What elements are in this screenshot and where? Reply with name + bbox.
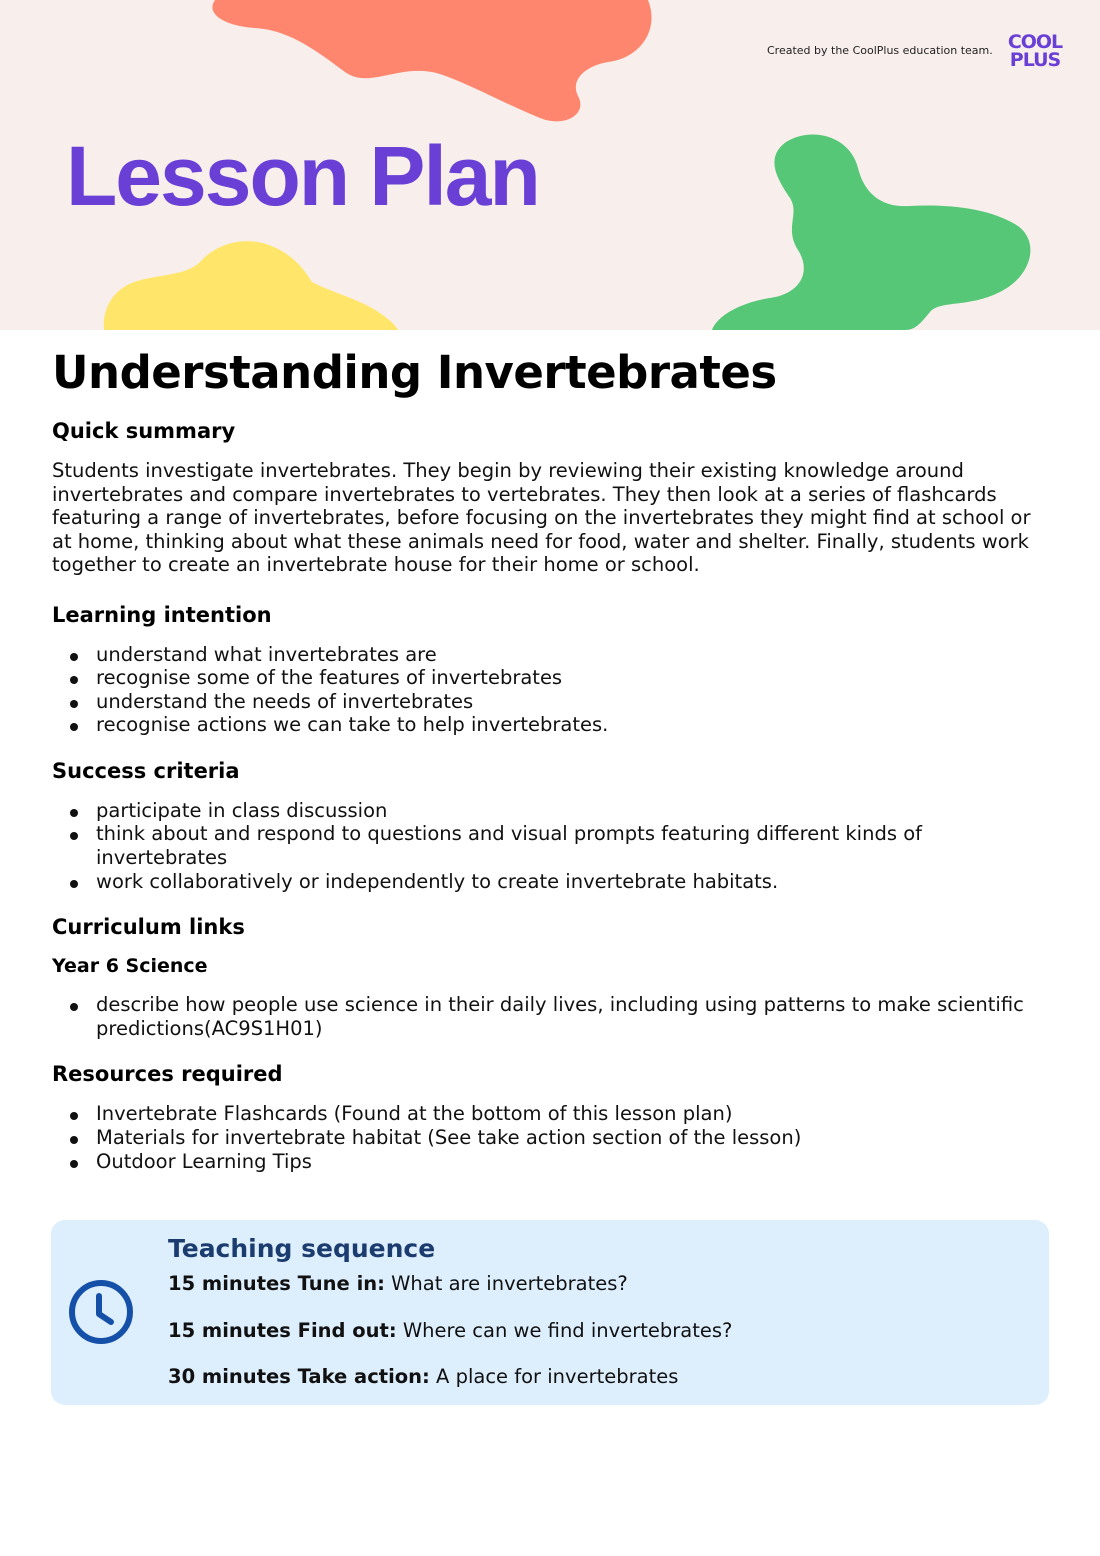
banner-title: Lesson Plan <box>66 129 539 223</box>
curriculum-subheading: Year 6 Science <box>52 955 208 978</box>
lesson-title: Understanding Invertebrates <box>52 346 777 399</box>
resources-heading: Resources required <box>52 1062 283 1087</box>
list-item: think about and respond to questions and visual prompts featuring different kinds of invertebrates <box>52 822 1052 869</box>
coolplus-logo <box>1002 33 1068 69</box>
sequence-step <box>168 1319 732 1342</box>
list-item: understand what invertebrates are <box>52 643 1052 667</box>
list-item: Materials for invertebrate habitat (See take action section of the lesson) <box>52 1126 1052 1150</box>
list-item: describe how people use science in their daily lives, including using patterns to make scientific predictions(AC9S1H01) <box>52 993 1052 1040</box>
list-item: Outdoor Learning Tips <box>52 1150 1052 1174</box>
coral-blob <box>212 0 651 121</box>
success-criteria-list <box>52 799 1052 893</box>
yellow-blob <box>104 241 398 330</box>
step-label: 15 minutes Find out: <box>168 1319 397 1342</box>
success-criteria-heading: Success criteria <box>52 758 240 783</box>
step-text: Where can we find invertebrates? <box>396 1319 733 1342</box>
green-blob <box>712 134 1030 330</box>
quick-summary-text: Students investigate invertebrates. They begin by reviewing their existing knowledge around invertebrates and compare invertebrates to vertebrates. They then look at a series of flashcards featuring a range of invertebrates, before focusing on the invertebrates they might find at school or at home, thinking about what these animals need for food, water and shelter. Finally, students work together to create an invertebrate house for their home or school. <box>52 459 1031 576</box>
credit-text: Created by the CoolPlus education team. <box>767 44 993 57</box>
sequence-step <box>168 1365 678 1388</box>
step-text: A place for invertebrates <box>429 1365 679 1388</box>
lesson-content <box>52 346 1052 1195</box>
sequence-step <box>168 1272 628 1295</box>
learning-intention-list <box>52 643 1052 737</box>
clock-icon <box>67 1278 135 1346</box>
teaching-sequence-heading: Teaching sequence <box>168 1234 436 1263</box>
list-item: work collaboratively or independently to create invertebrate habitats. <box>52 870 1052 894</box>
list-item: understand the needs of invertebrates <box>52 690 1052 714</box>
curriculum-links-heading: Curriculum links <box>52 915 245 940</box>
step-label: 30 minutes Take action: <box>168 1365 430 1388</box>
quick-summary-heading: Quick summary <box>52 419 236 443</box>
list-item: Invertebrate Flashcards (Found at the bottom of this lesson plan) <box>52 1102 1052 1126</box>
list-item: participate in class discussion <box>52 799 1052 823</box>
resources-list <box>52 1102 1052 1173</box>
header-banner <box>0 0 1100 330</box>
logo-line-2: PLUS <box>1009 49 1061 71</box>
teaching-sequence-box <box>51 1220 1049 1405</box>
curriculum-links-list <box>52 993 1052 1040</box>
list-item: recognise some of the features of invertebrates <box>52 666 1052 690</box>
step-text: What are invertebrates? <box>384 1272 628 1295</box>
step-label: 15 minutes Tune in: <box>168 1272 385 1295</box>
list-item: recognise actions we can take to help invertebrates. <box>52 713 1052 737</box>
learning-intention-heading: Learning intention <box>52 602 272 627</box>
logo-line-1: COOL <box>1007 31 1063 53</box>
